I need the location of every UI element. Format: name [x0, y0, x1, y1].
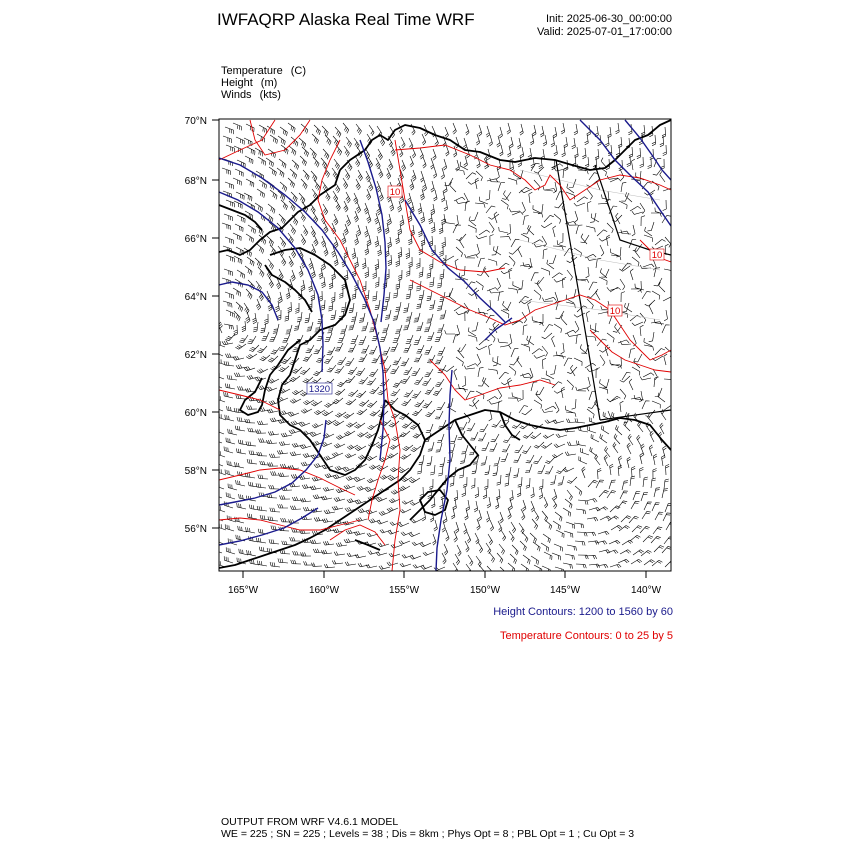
lat-label: 68°N — [184, 176, 207, 187]
lat-label: 56°N — [184, 524, 207, 535]
field-name: Winds — [221, 89, 252, 101]
lat-label: 66°N — [184, 234, 207, 245]
height-contours-legend: Height Contours: 1200 to 1560 by 60 — [493, 606, 673, 618]
temperature-label-text: 10 — [651, 250, 663, 261]
field-unit: (C) — [290, 65, 307, 77]
temperature-contour-label — [388, 186, 402, 198]
lat-label: 64°N — [184, 292, 207, 303]
field-unit: (m) — [260, 77, 278, 89]
page-title: IWFAQRP Alaska Real Time WRF — [217, 10, 475, 29]
temperature-contour-label — [608, 305, 622, 317]
height-contour-label — [307, 383, 332, 395]
temperature-label-text: 10 — [609, 306, 621, 317]
lon-label: 150°W — [469, 585, 501, 596]
field-unit: (kts) — [259, 89, 281, 101]
field-name: Temperature — [221, 65, 283, 77]
model-config-line: WE = 225 ; SN = 225 ; Levels = 38 ; Dis = 8km ; Phys Opt = 8 ; PBL Opt = 1 ; Cu Opt = 3 — [221, 828, 635, 840]
lon-label: 160°W — [308, 585, 340, 596]
latitude-axis — [185, 116, 219, 535]
lat-label: 58°N — [184, 466, 207, 477]
temperature-contour-label — [650, 249, 664, 261]
lat-label: 62°N — [184, 350, 207, 361]
lon-label: 165°W — [227, 585, 259, 596]
lon-label: 155°W — [388, 585, 420, 596]
lat-label: 70°N — [184, 116, 207, 127]
temperature-label-text: 10 — [389, 187, 401, 198]
height-label-text: 1320 — [308, 384, 331, 395]
valid-time: Valid: 2025-07-01_17:00:00 — [537, 26, 672, 38]
longitude-axis — [228, 571, 662, 596]
lon-label: 145°W — [549, 585, 581, 596]
lon-label: 140°W — [630, 585, 662, 596]
lat-label: 60°N — [184, 408, 207, 419]
init-time: Init: 2025-06-30_00:00:00 — [546, 13, 672, 25]
field-name: Height — [221, 77, 253, 89]
temperature-contours-legend: Temperature Contours: 0 to 25 by 5 — [499, 630, 673, 642]
model-output-line: OUTPUT FROM WRF V4.6.1 MODEL — [221, 816, 399, 828]
